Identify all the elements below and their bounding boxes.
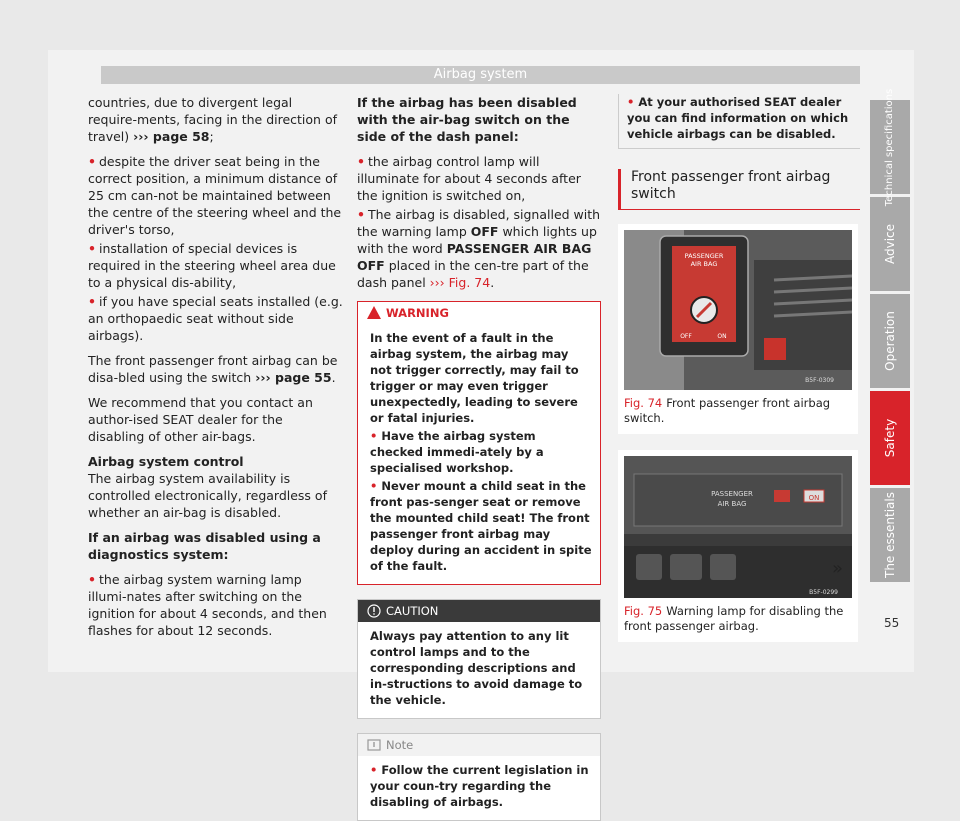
note-box: Note • Follow the current legislation in your coun-try regarding the disabling of airbags. [357, 733, 601, 821]
svg-text:B5F-0299: B5F-0299 [809, 589, 838, 596]
tab-advice[interactable]: Advice [870, 197, 910, 291]
svg-text:B5F-0309: B5F-0309 [805, 377, 834, 384]
page-header: Airbag system [101, 66, 860, 84]
airbag-switch-photo [624, 230, 852, 390]
warning-box: WARNING In the event of a fault in the airbag system, the airbag may not trigger correctly, may fail to trigger or may even trigger unexpectedly, leading to severe or fatal injuries. • Have the airbag system checked immedi-ately by a specialised workshop. • Never mount a child seat in the front pas-senger seat or remove the mounted child seat! The front passenger front airbag may deploy during an accident in spite of the fault. [357, 301, 601, 585]
tab-the-essentials[interactable]: The essentials [870, 488, 910, 582]
note-icon [367, 738, 381, 752]
svg-text:ON: ON [717, 333, 727, 340]
svg-text:PASSENGER: PASSENGER [711, 490, 753, 498]
off-lamp-label: OFF [470, 224, 499, 239]
figure-ref-link[interactable]: ››› Fig. 74 [429, 275, 491, 290]
subheading: If an airbag was disabled using a diagnostics system: [88, 530, 321, 562]
list-item: • the airbag control lamp will illuminate for about 4 seconds after the ignition is switched on, [357, 154, 581, 203]
svg-text:PASSENGER: PASSENGER [684, 252, 724, 260]
paragraph: The front passenger front airbag can be disa-bled using the switch ››› page 55. [88, 353, 338, 385]
warning-lamp-photo [624, 456, 852, 598]
svg-text:AIR BAG: AIR BAG [690, 260, 718, 268]
list-item: • despite the driver seat being in the correct position, a minimum distance of 25 cm can-not be maintained between the centre of the steering wheel and the driver's torso, [88, 154, 342, 237]
tab-operation[interactable]: Operation [870, 294, 910, 388]
list-item: • installation of special devices is required in the steering wheel area due to a physical dis-ability, [88, 241, 336, 290]
list-item: • At your authorised SEAT dealer you can find information on which vehicle airbags can be disabled. [618, 94, 860, 149]
figure-75 [618, 450, 858, 642]
info-circle-icon [367, 604, 381, 618]
tab-safety[interactable]: Safety [870, 391, 910, 485]
column-2 [357, 94, 601, 821]
column-3 [618, 94, 860, 642]
continue-arrow-icon: » [832, 558, 844, 579]
paragraph: countries, due to divergent legal require-ments, facing in the direction of travel) ››› page 58; [88, 95, 337, 144]
passenger-airbag-off-word: PASSENGER AIR BAG OFF [357, 241, 592, 273]
subheading: If the airbag has been disabled with the air-bag switch on the side of the dash panel: [357, 95, 577, 144]
svg-text:OFF: OFF [680, 333, 692, 340]
chapter-tabs [870, 88, 910, 585]
subheading: Airbag system control [88, 454, 244, 469]
svg-text:AIR BAG: AIR BAG [717, 500, 747, 508]
svg-text:ON: ON [808, 494, 820, 502]
list-item: • the airbag system warning lamp illumi-nates after switching on the ignition for about 4 seconds, and then flashes for about 12 seconds. [88, 572, 327, 638]
figure-caption: Fig. 74 Front passenger front airbag switch. [624, 396, 831, 425]
list-item: • The airbag is disabled, signalled with the warning lamp OFF which lights up with the word PASSENGER AIR BAG OFF placed in the cen-tre part of the dash panel ››› Fig. 74. [357, 207, 601, 290]
section-title: Front passenger front airbag switch [618, 169, 860, 210]
list-item: • if you have special seats installed (e.g. an orthopaedic seat without side airbags). [88, 294, 343, 343]
figure-caption: Fig. 75 Warning lamp for disabling the front passenger airbag. [624, 604, 844, 633]
paragraph: The airbag system availability is controlled electronically, regardless of whether an air-bag is disabled. [88, 471, 327, 520]
warning-triangle-icon [367, 306, 381, 319]
column-1 [88, 94, 343, 641]
page-number: 55 [884, 616, 900, 630]
figure-74 [618, 224, 858, 434]
paragraph: We recommend that you contact an author-ised SEAT dealer for the disabling of other air-bags. [88, 395, 313, 444]
tab-technical-specifications[interactable]: Technical specifications [870, 100, 910, 194]
page-ref-link[interactable]: ››› page 55 [255, 370, 332, 385]
caution-box: CAUTION Always pay attention to any lit control lamps and to the corresponding descriptions and in-structions to avoid damage to the vehicle. [357, 599, 601, 719]
page-ref-link[interactable]: ››› page 58 [133, 129, 210, 144]
